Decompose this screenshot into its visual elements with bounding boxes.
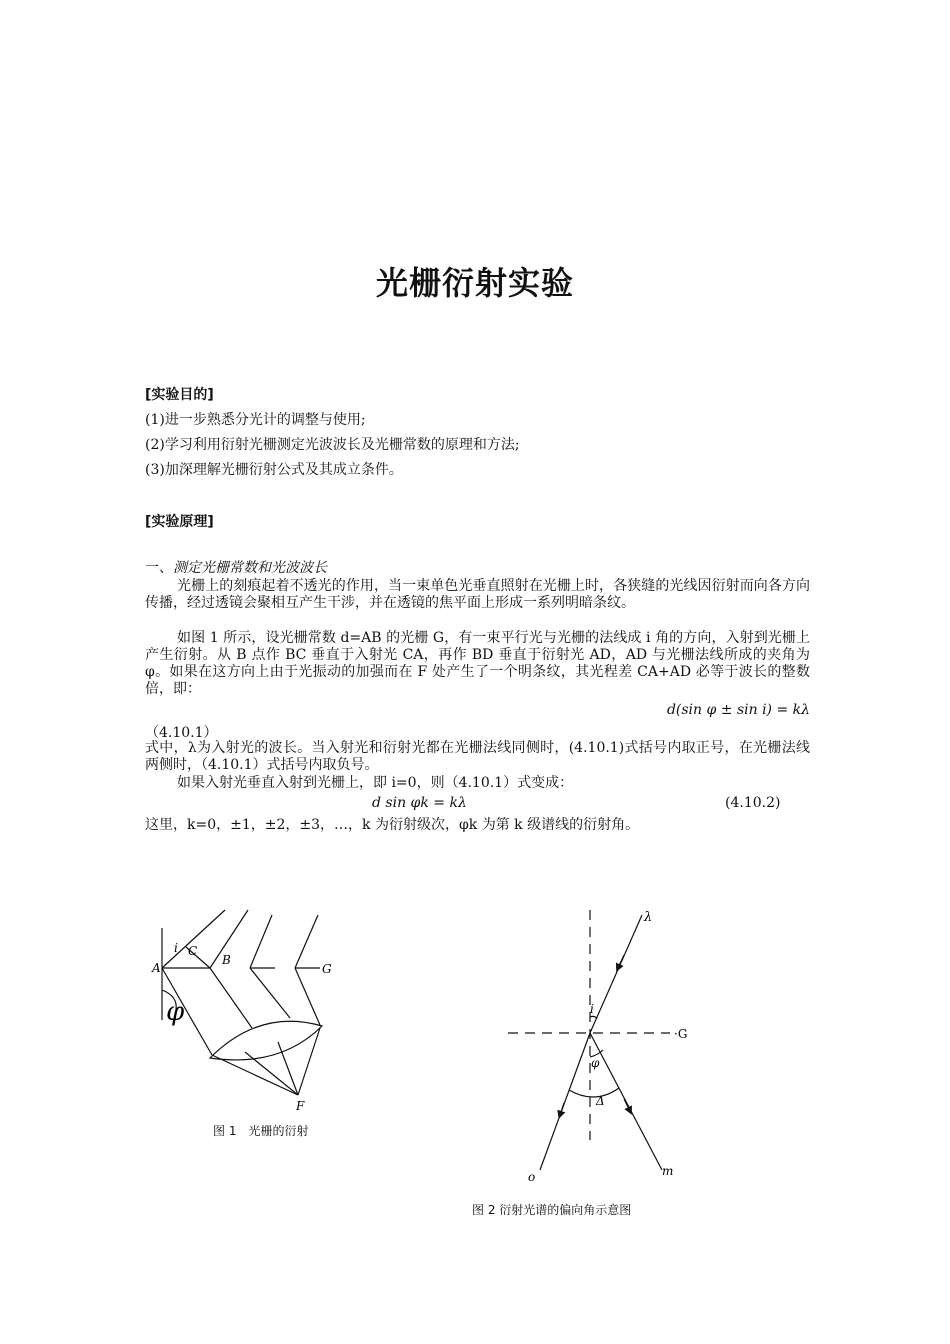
fig2-label-delta: Δ [596,1094,605,1108]
fig2-label-lambda: λ [644,910,653,925]
page-title: 光栅衍射实验 [375,264,574,302]
purpose-item-2: (2)学习利用衍射光栅测定光波波长及光栅常数的原理和方法; [145,437,520,453]
fig1-label-a: A [152,961,161,975]
subsection-heading [145,557,327,577]
paragraph-2: 如图 1 所示，设光栅常数 d=AB 的光栅 G，有一束平行光与光栅的法线成 i 角的方向，入射到光栅上产生衍射。从 B 点作 BC 垂直于入射光 CA，再作 BD 垂直于衍射光 AD，AD 与光栅法线所成的夹角为φ。如果在这方向上由于光振动的加强而在 F 处产生了一个明条纹，其光程差 CA+AD 必等于波长的整数倍，即： [145,630,810,697]
fig1-label-phi: φ [166,997,185,1027]
fig2-label-i: i [590,1002,594,1016]
equation-4-10-2: d sin φk = kλ [372,795,467,811]
fig2-label-g: ·G [674,1027,688,1041]
fig2-label-phi: φ [591,1056,600,1070]
fig1-label-c: C [188,944,198,958]
paragraph-4: 如果入射光垂直入射到光栅上，即 i=0，则（4.10.1）式变成： [177,775,574,791]
equation-4-10-1-number: （4.10.1） [145,725,218,741]
figure-1-caption: 图 1 光栅的衍射 [213,1124,309,1138]
fig1-label-b: B [222,953,231,967]
equation-4-10-1: d(sin φ ± sin i) = kλ [666,702,810,718]
fig2-label-o: o [528,1170,536,1184]
subsection-prefix: 一、 [145,560,173,576]
equation-4-10-2-number: (4.10.2) [725,795,781,811]
paragraph-1: 光栅上的刻痕起着不透光的作用，当一束单色光垂直照射在光栅上时，各狭缝的光线因衍射而向各方向传播，经过透镜会聚相互产生干涉，并在透镜的焦平面上形成一系列明暗条纹。 [145,578,810,611]
fig1-label-f: F [296,1099,305,1113]
principle-heading: [实验原理] [145,514,214,530]
purpose-item-3: (3)加深理解光栅衍射公式及其成立条件。 [145,462,403,478]
figure-2-caption: 图 2 衍射光谱的偏向角示意图 [472,1203,632,1217]
figure-1-diagram [150,900,350,1115]
subsection-title: 测定光栅常数和光波波长 [173,560,327,576]
purpose-heading: [实验目的] [145,387,214,403]
figure-2-diagram [500,905,700,1190]
paragraph-3: 式中，λ为入射光的波长。当入射光和衍射光都在光栅法线同侧时，(4.10.1)式括号内取正号，在光栅法线两侧时，（4.10.1）式括号内取负号。 [145,740,810,773]
purpose-item-1: (1)进一步熟悉分光计的调整与使用; [145,412,366,428]
fig1-label-g: G [322,962,332,976]
paragraph-5: 这里，k=0，±1，±2，±3，…，k 为衍射级次，φk 为第 k 级谱线的衍射角。 [145,817,640,833]
fig2-label-m: m [662,1164,674,1178]
fig1-label-i: i [174,941,178,955]
